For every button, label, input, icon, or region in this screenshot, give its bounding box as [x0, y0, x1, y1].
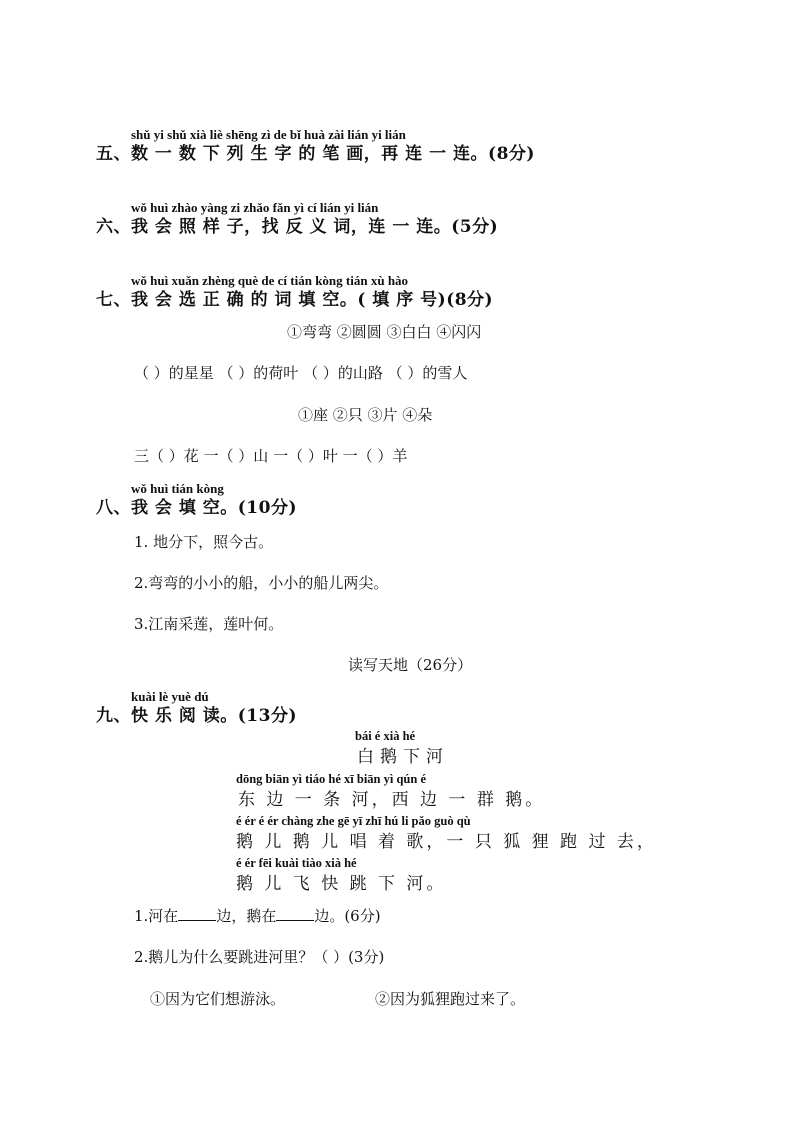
q8-pinyin: wǒ huì tián kòng [131, 481, 224, 496]
q7-fill-row-2: 三（ ）花 一（ ）山 一（ ）叶 一（ ）羊 [134, 447, 408, 465]
q8-item-3: 3.江南采莲，莲叶何。 [134, 615, 284, 633]
q6-pinyin: wǒ huì zhào yàng zi zhǎo fǎn yì cí lián yi lián [131, 200, 379, 215]
poem-line-3-pinyin: é ér fēi kuài tiào xià hé [236, 856, 357, 870]
section-title: 读写天地（26分） [348, 656, 473, 674]
q8-title: 八、我 会 填 空。(10分) [96, 498, 297, 518]
q6-title: 六、我 会 照 样 子，找 反 义 词，连 一 连。(5分) [96, 217, 499, 237]
q9-sub1-prefix: 1.河在 [134, 907, 179, 925]
poem-line-2-pinyin: é ér é ér chàng zhe gē yī zhī hú li pǎo guò qù [236, 814, 471, 828]
q9-sub-question-1 [134, 905, 381, 926]
q7-title: 七、我 会 选 正 确 的 词 填 空。( 填 序 号)(8分) [96, 290, 494, 310]
q7-options-measure-words: ①座 ②只 ③片 ④朵 [298, 406, 433, 424]
poem-line-1-pinyin: dōng biān yì tiáo hé xī biān yì qún é [236, 772, 426, 786]
poem-title: 白鹅下河 [357, 747, 449, 767]
answer-blank-1[interactable] [178, 906, 216, 921]
poem-line-3: 鹅 儿 飞 快 跳 下 河。 [236, 874, 447, 894]
q9-sub1-middle: 边，鹅在 [216, 907, 277, 925]
q5-pinyin: shǔ yi shǔ xià liè shēng zì de bǐ huà zài lián yi lián [131, 127, 406, 142]
q9-sub-question-2: 2.鹅儿为什么要跳进河里？（ ）(3分) [134, 948, 385, 966]
q9-title: 九、快 乐 阅 读。(13分) [96, 706, 297, 726]
q8-item-1: 1. 地分下，照今古。 [134, 533, 274, 551]
q8-item-2: 2.弯弯的小小的船，小小的船儿两尖。 [134, 574, 389, 592]
poem-line-1: 东 边 一 条 河，西 边 一 群 鹅。 [238, 790, 546, 810]
q5-title: 五、数 一 数 下 列 生 字 的 笔 画，再 连 一 连。(8分) [96, 144, 535, 164]
q9-pinyin: kuài lè yuè dú [131, 689, 209, 704]
q9-sub2-option-2: ②因为狐狸跑过来了。 [375, 990, 526, 1008]
q9-sub2-option-1: ①因为它们想游泳。 [150, 990, 286, 1008]
answer-blank-2[interactable] [276, 906, 314, 921]
poem-line-2: 鹅 儿 鹅 儿 唱 着 歌，一 只 狐 狸 跑 过 去， [236, 832, 657, 852]
q7-pinyin: wǒ huì xuǎn zhèng què de cí tián kòng tián xù hào [131, 273, 409, 288]
poem-title-pinyin: bái é xià hé [355, 729, 416, 743]
q7-fill-row-1: （ ）的星星 （ ）的荷叶 （ ）的山路 （ ）的雪人 [134, 364, 468, 382]
q9-sub1-suffix: 边。(6分) [314, 907, 381, 925]
q7-options-adjectives: ①弯弯 ②圆圆 ③白白 ④闪闪 [287, 323, 482, 341]
